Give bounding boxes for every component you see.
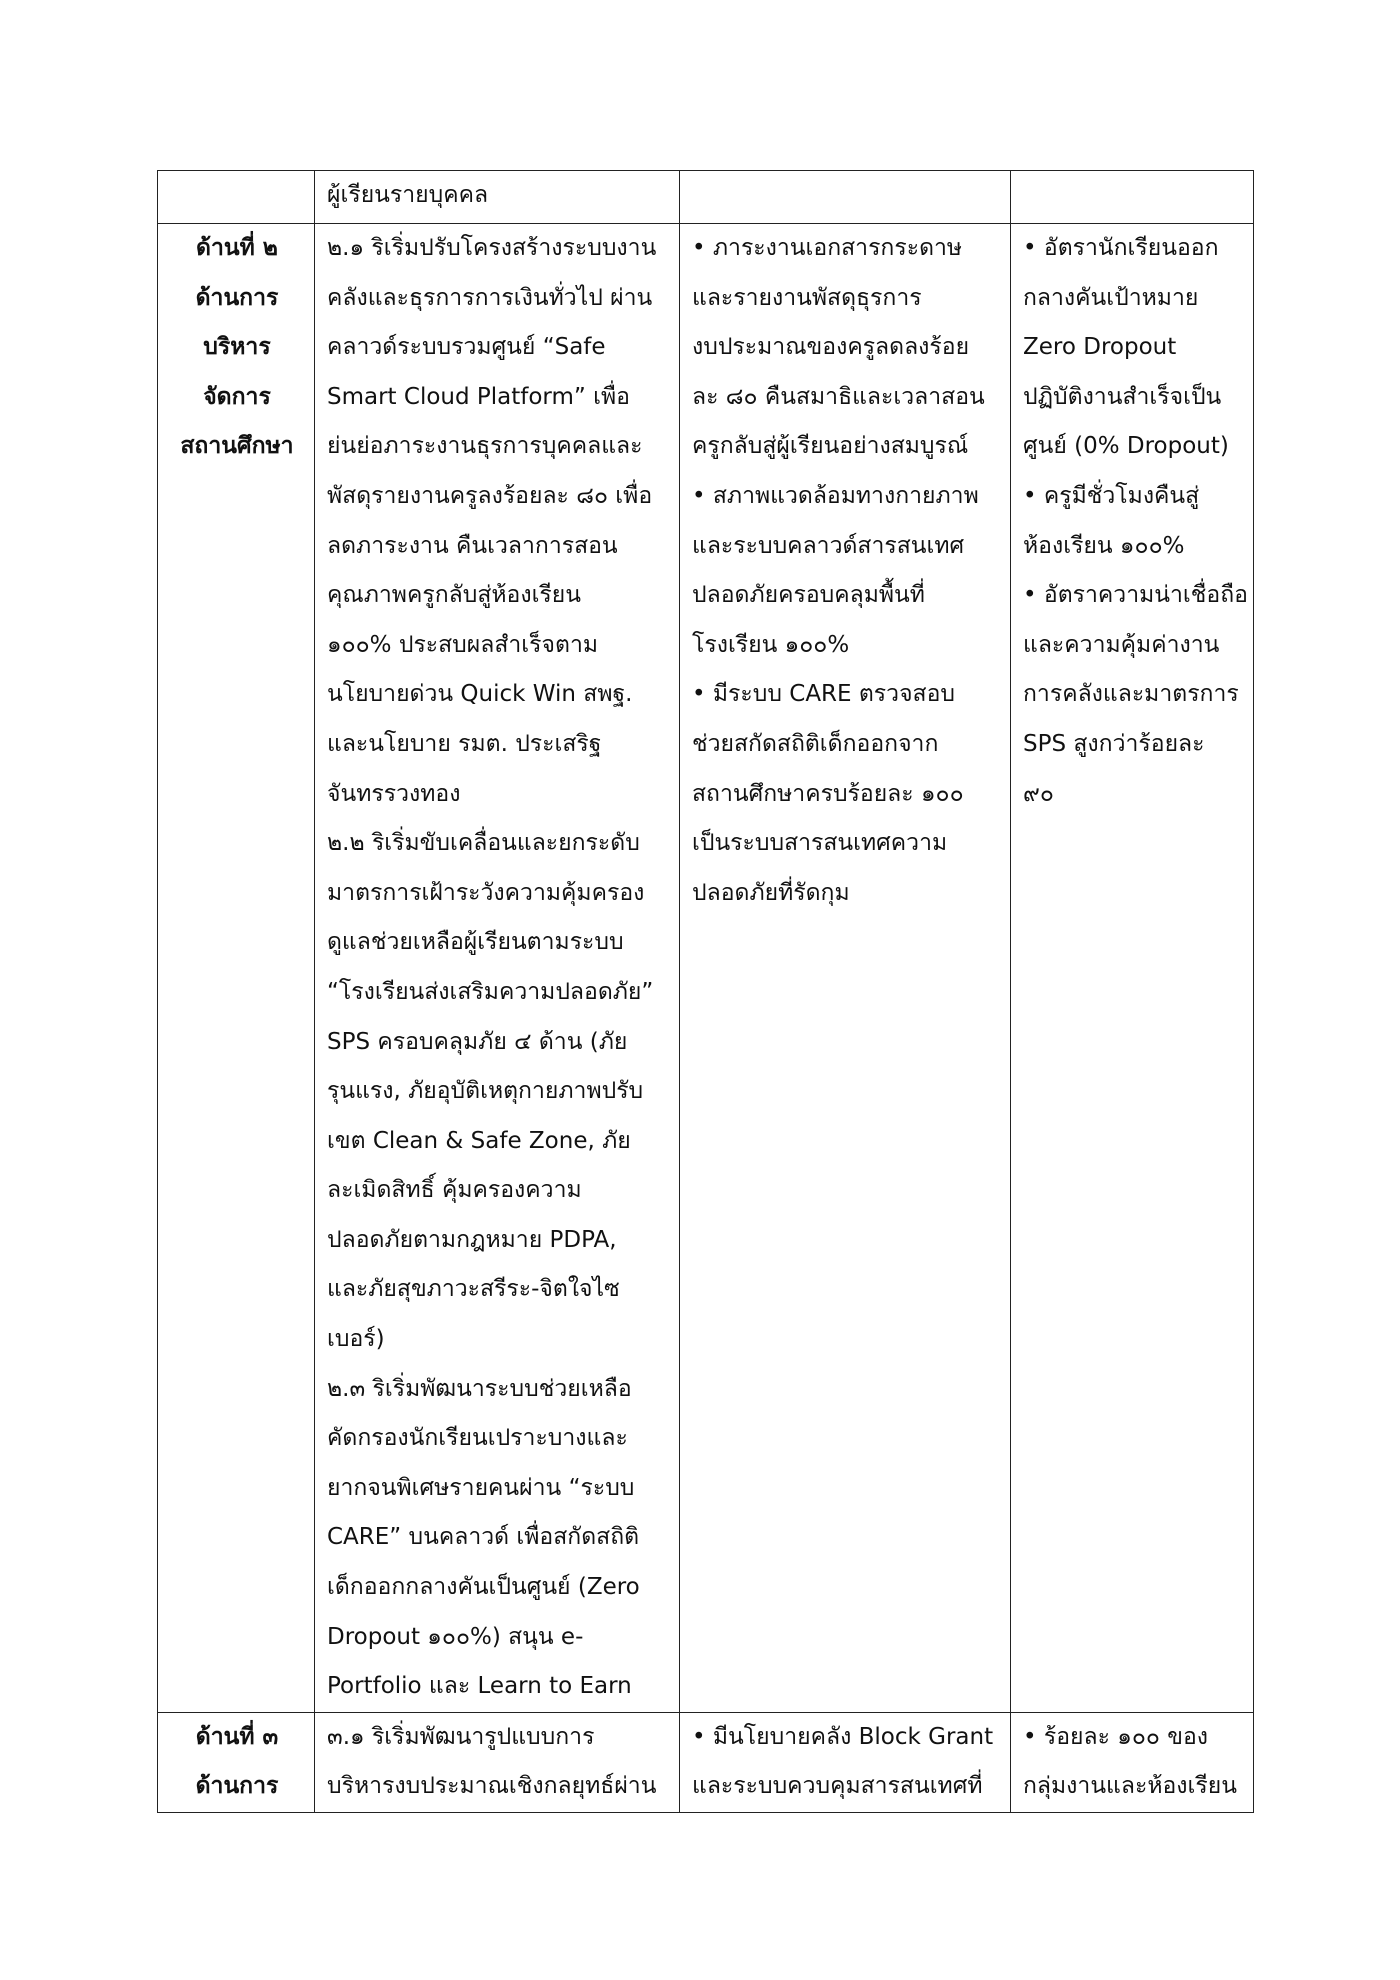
- text-line: ปฏิบัติงานสำเร็จเป็น: [1023, 383, 1222, 410]
- text-line: “โรงเรียนส่งเสริมความปลอดภัย”: [327, 978, 654, 1005]
- text-line: บริหาร: [203, 334, 271, 361]
- text-line: ปลอดภัยตามกฎหมาย PDPA,: [327, 1226, 617, 1253]
- text-line: • ร้อยละ ๑๐๐ ของ: [1023, 1723, 1209, 1750]
- text-line: และความคุ้มค่างาน: [1023, 631, 1220, 658]
- text-line: ปลอดภัยที่รัดกุม: [692, 879, 850, 906]
- area-3-header-cell: [158, 1712, 315, 1812]
- area-3-outcomes-cell: [1011, 1712, 1254, 1812]
- text-line: คลังและธุรการการเงินทั่วไป ผ่าน: [327, 284, 653, 311]
- text-line: ด้านการ: [195, 284, 279, 311]
- text-line: การคลังและมาตรการ: [1023, 681, 1239, 708]
- text-line: ด้านที่ ๓: [195, 1723, 279, 1750]
- text-line: • สภาพแวดล้อมทางกายภาพ: [692, 482, 979, 509]
- text-line: ด้านการ: [195, 1773, 279, 1800]
- text-line: ยากจนพิเศษรายคนผ่าน “ระบบ: [327, 1474, 635, 1501]
- text-line: โรงเรียน ๑๐๐%: [692, 631, 850, 658]
- text-line: ลดภาระงาน คืนเวลาการสอน: [327, 532, 618, 559]
- text-line: พัสดุรายงานครูลงร้อยละ ๘๐ เพื่อ: [327, 482, 653, 509]
- text-line: คลาวด์ระบบรวมศูนย์ “Safe: [327, 334, 606, 361]
- area-2-header-cell: [158, 224, 315, 1713]
- text-line: Portfolio และ Learn to Earn: [327, 1673, 632, 1700]
- text-line: ช่วยสกัดสถิติเด็กออกจาก: [692, 730, 939, 757]
- text-line: และระบบควบคุมสารสนเทศที่: [692, 1773, 983, 1800]
- text-line: • อัตรานักเรียนออก: [1023, 235, 1219, 261]
- text-line: • ภาระงานเอกสารกระดาษ: [692, 235, 963, 261]
- text-line: ๓.๑ ริเริ่มพัฒนารูปแบบการ: [327, 1723, 595, 1750]
- area-2-outputs-cell: [680, 224, 1011, 1713]
- text-line: สถานศึกษาครบร้อยละ ๑๐๐: [692, 780, 964, 807]
- text-line: และภัยสุขภาวะสรีระ-จิตใจไซ: [327, 1276, 620, 1303]
- text-line: จันทรรวงทอง: [327, 780, 461, 807]
- document-table: [157, 170, 1254, 1813]
- text-line: ครูกลับสู่ผู้เรียนอย่างสมบูรณ์: [692, 433, 969, 460]
- text-line: Smart Cloud Platform” เพื่อ: [327, 383, 630, 410]
- table-row-area-3: [158, 1712, 1254, 1812]
- text-line: กลุ่มงานและห้องเรียน: [1023, 1773, 1237, 1800]
- initiatives-cell: [315, 171, 680, 224]
- text-line: ๒.๑ ริเริ่มปรับโครงสร้างระบบงาน: [327, 235, 657, 261]
- outcomes-cell-empty: [1011, 171, 1254, 224]
- text-line: ๙๐: [1023, 780, 1054, 807]
- outputs-cell-empty: [680, 171, 1011, 224]
- text-line: นโยบายด่วน Quick Win สพฐ.: [327, 681, 633, 708]
- text-line: เบอร์): [327, 1326, 385, 1353]
- text-line: เขต Clean & Safe Zone, ภัย: [327, 1127, 631, 1154]
- text-line: เป็นระบบสารสนเทศความ: [692, 830, 948, 857]
- text-line: และรายงานพัสดุธุรการ: [692, 284, 922, 311]
- area-2-initiatives-cell: [315, 224, 680, 1713]
- text-line: ดูแลช่วยเหลือผู้เรียนตามระบบ: [327, 929, 624, 956]
- text-line: ย่นย่อภาระงานธุรการบุคคลและ: [327, 433, 643, 460]
- text-line: และนโยบาย รมต. ประเสริฐ: [327, 730, 602, 757]
- text-line: ศูนย์ (0% Dropout): [1023, 433, 1229, 460]
- text-line: ๒.๒ ริเริ่มขับเคลื่อนและยกระดับ: [327, 830, 640, 857]
- area-3-outputs-cell: [680, 1712, 1011, 1812]
- text-line: ด้านที่ ๒: [196, 235, 278, 261]
- text-line: • มีระบบ CARE ตรวจสอบ: [692, 681, 956, 708]
- text-line: Zero Dropout: [1023, 334, 1177, 361]
- text-line: ผู้เรียนรายบุคคล: [327, 182, 489, 208]
- text-line: คัดกรองนักเรียนเปราะบางและ: [327, 1425, 628, 1452]
- text-line: ปลอดภัยครอบคลุมพื้นที่: [692, 582, 925, 609]
- text-line: CARE” บนคลาวด์ เพื่อสกัดสถิติ: [327, 1524, 640, 1551]
- text-line: ละ ๘๐ คืนสมาธิและเวลาสอน: [692, 383, 985, 410]
- text-line: • ครูมีชั่วโมงคืนสู่: [1023, 482, 1200, 509]
- text-line: SPS สูงกว่าร้อยละ: [1023, 730, 1205, 757]
- text-line: จัดการ: [203, 383, 271, 410]
- text-line: Dropout ๑๐๐%) สนุน e-: [327, 1623, 584, 1650]
- area-3-initiatives-cell: [315, 1712, 680, 1812]
- text-line: • อัตราความน่าเชื่อถือ: [1023, 582, 1248, 609]
- table-row-area-2: [158, 224, 1254, 1713]
- text-line: ๒.๓ ริเริ่มพัฒนาระบบช่วยเหลือ: [327, 1375, 632, 1402]
- text-line: รุนแรง, ภัยอุบัติเหตุกายภาพปรับ: [327, 1078, 644, 1105]
- text-line: และระบบคลาวด์สารสนเทศ: [692, 532, 965, 559]
- table-row-continuation: [158, 171, 1254, 224]
- text-line: สถานศึกษา: [180, 433, 294, 460]
- text-line: กลางคันเป้าหมาย: [1023, 284, 1199, 311]
- text-line: บริหารงบประมาณเชิงกลยุทธ์ผ่าน: [327, 1773, 657, 1800]
- header-cell-empty: [158, 171, 315, 224]
- text-line: ละเมิดสิทธิ์ คุ้มครองความ: [327, 1177, 582, 1204]
- text-line: SPS ครอบคลุมภัย ๔ ด้าน (ภัย: [327, 1028, 628, 1055]
- text-line: • มีนโยบายคลัง Block Grant: [692, 1723, 994, 1750]
- text-line: คุณภาพครูกลับสู่ห้องเรียน: [327, 582, 581, 609]
- text-line: งบประมาณของครูลดลงร้อย: [692, 334, 970, 361]
- text-line: มาตรการเฝ้าระวังความคุ้มครอง: [327, 879, 645, 906]
- text-line: ๑๐๐% ประสบผลสำเร็จตาม: [327, 631, 599, 658]
- text-line: ห้องเรียน ๑๐๐%: [1023, 532, 1185, 559]
- text-line: เด็กออกกลางคันเป็นศูนย์ (Zero: [327, 1574, 640, 1601]
- area-2-outcomes-cell: [1011, 224, 1254, 1713]
